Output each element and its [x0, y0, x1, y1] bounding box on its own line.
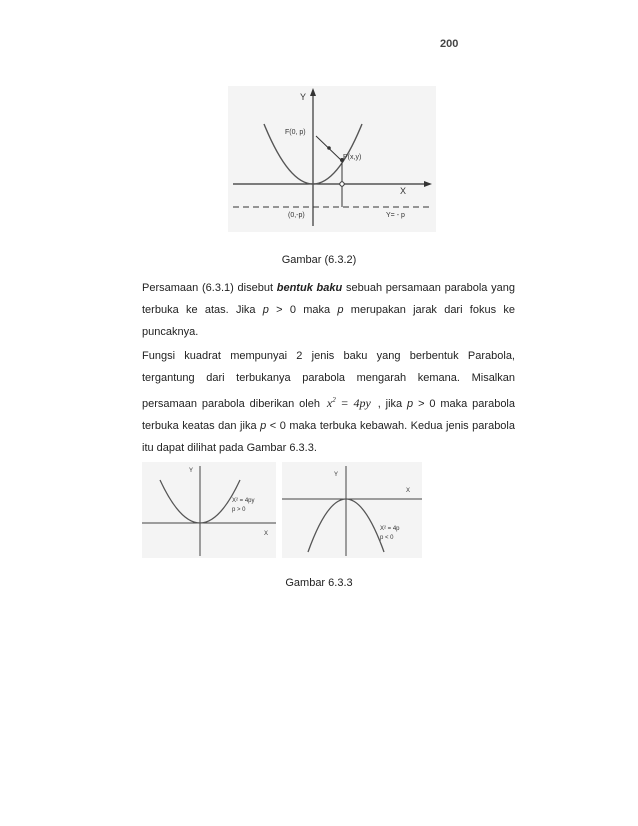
p2-text-3: > 0 maka parabola terbuka keatas dan jika: [142, 398, 515, 432]
figure1-caption: Gambar (6.3.2): [281, 254, 357, 266]
p1-var-p-2: p: [337, 304, 344, 316]
eq-base: x: [326, 396, 333, 410]
p1-bold-term: bentuk baku: [276, 282, 343, 294]
fig1-directrix-eq-label: Y= - p: [386, 212, 405, 219]
right-cond-label: p < 0: [380, 535, 394, 541]
p2-text-4: < 0 maka terbuka kebawah. Kedua jenis parabola itu dapat dilihat pada Gambar 6.3.3.: [142, 420, 515, 454]
p2-text-2: , jika: [372, 398, 408, 410]
p1-text-3: > 0 maka: [268, 304, 338, 316]
figure-parabola-focus-directrix: [228, 86, 436, 232]
p1-text-4: merupakan jarak dari fokus ke puncaknya.: [142, 304, 515, 338]
eq-exponent: 2: [332, 396, 336, 404]
p1-text-2: sebuah persamaan parabola yang terbuka ke atas. Jika: [142, 282, 515, 316]
p2-var-p-1: p: [407, 398, 414, 410]
right-eq-label: X² = 4p: [380, 526, 400, 532]
paragraph-1: [142, 277, 515, 343]
fig1-y-label: Y: [300, 92, 307, 102]
left-y-label: Y: [189, 468, 194, 474]
eq-rest: = 4py: [335, 396, 371, 410]
figure-two-parabolas: [142, 462, 422, 558]
p1-text-1: Persamaan (6.3.1) disebut: [142, 282, 277, 294]
fig1-x-label: X: [400, 186, 407, 196]
p2-text-1: Fungsi kuadrat mempunyai 2 jenis baku yang berbentuk Parabola, tergantung dari terbukanya parabola mengarah kemana. Misalkan persamaan parabola diberikan oleh: [142, 350, 515, 410]
p2-var-p-2: p: [260, 420, 267, 432]
left-eq-label: X² = 4py: [232, 498, 255, 504]
foot-marker: [340, 182, 344, 186]
midpoint-dot: [327, 146, 331, 150]
paragraph-2: [142, 345, 515, 459]
fig1-point-label: P(x,y): [343, 154, 362, 161]
right-y-label: Y: [334, 472, 339, 478]
right-x-label: X: [406, 488, 411, 494]
left-x-label: X: [264, 531, 269, 537]
page-number: 200: [440, 38, 459, 50]
left-cond-label: p > 0: [232, 507, 246, 513]
equation-inline: [327, 396, 371, 410]
fig1-focus-label: F(0, p): [285, 129, 306, 136]
figure2-caption: Gambar 6.3.3: [285, 577, 353, 589]
fig1-directrix-point-label: (0,-p): [288, 212, 305, 219]
p1-var-p-1: p: [262, 304, 269, 316]
